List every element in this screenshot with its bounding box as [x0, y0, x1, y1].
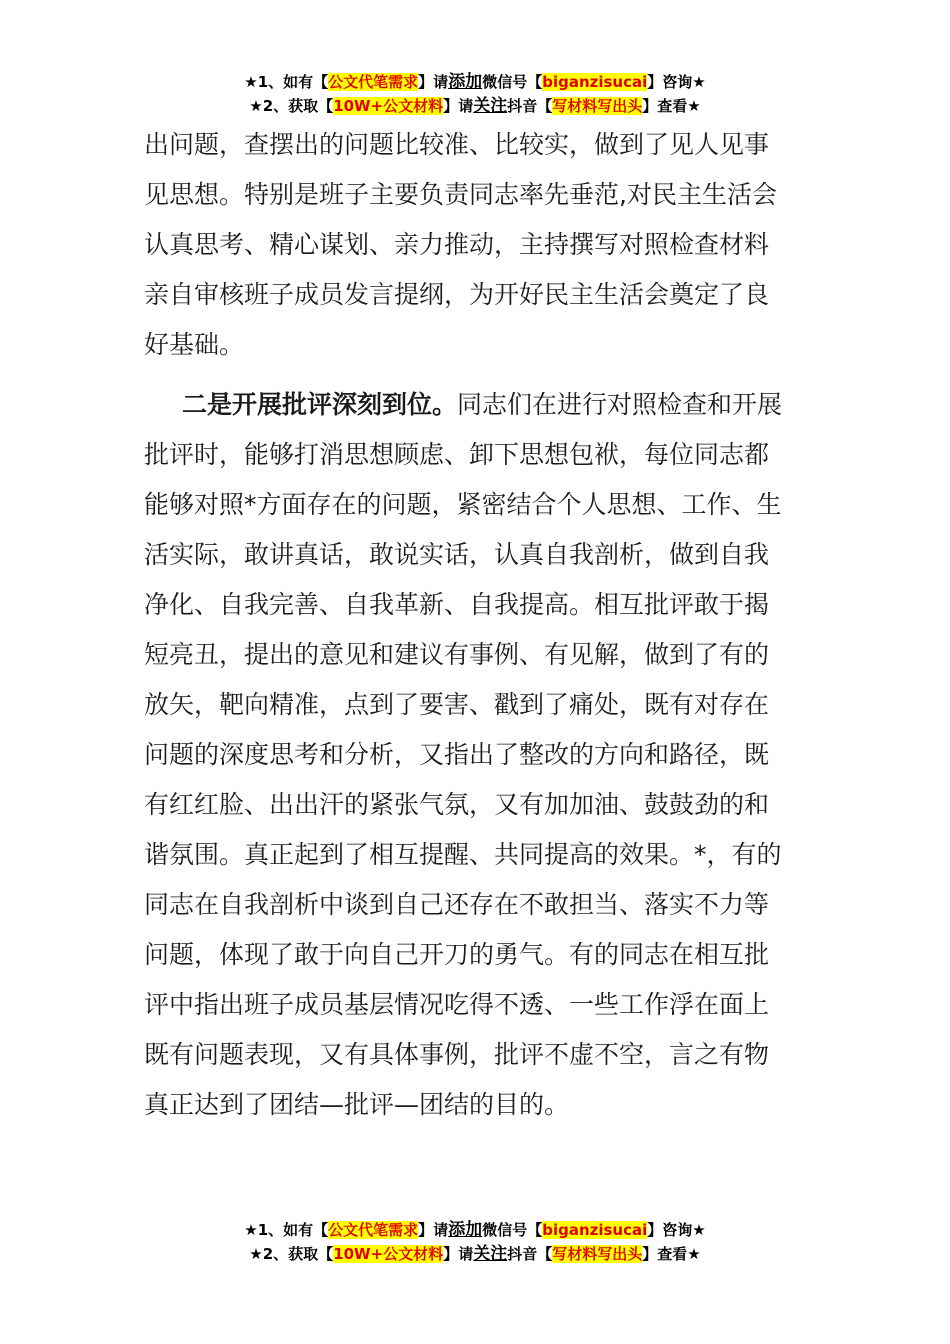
paragraph-2 — [144, 380, 814, 1130]
banner-line-1 — [0, 1218, 950, 1242]
banner-text: 】请 — [443, 97, 474, 115]
highlight-service: 公文代笔需求 — [328, 73, 419, 91]
highlight-materials: 10W+公文材料 — [333, 97, 444, 115]
banner-line-1 — [0, 70, 950, 94]
highlight-wechat-id: biganzisucai — [542, 73, 648, 91]
banner-text: 抖音【 — [507, 1245, 553, 1263]
banner-text: ★1、如有【 — [244, 73, 329, 91]
underlined-text: 添加 — [448, 1220, 483, 1240]
banner-text: 抖音【 — [507, 97, 553, 115]
text-run: 同志们在进行对照检查和开展 — [457, 390, 783, 419]
banner-line-2 — [0, 94, 950, 118]
banner-text: 微信号【 — [482, 1221, 543, 1239]
underlined-text: 关注 — [473, 96, 508, 116]
banner-line-2 — [0, 1242, 950, 1266]
text-line: 同志在自我剖析中谈到自己还存在不敢担当、落实不力等 — [144, 890, 770, 919]
banner-text: ★2、获取【 — [249, 97, 334, 115]
header-banner — [0, 70, 950, 118]
text-line: 好基础。 — [144, 330, 245, 359]
highlight-materials: 10W+公文材料 — [333, 1245, 444, 1263]
banner-text: 】咨询★ — [647, 1221, 706, 1239]
highlight-douyin: 写材料写出头 — [552, 1245, 643, 1263]
text-line: 问题，体现了敢于向自己开刀的勇气。有的同志在相互批 — [144, 940, 770, 969]
banner-text: 】咨询★ — [647, 73, 706, 91]
text-line: 问题的深度思考和分析，又指出了整改的方向和路径，既 — [144, 740, 770, 769]
text-line: 认真思考、精心谋划、亲力推动，主持撰写对照检查材料 — [144, 230, 770, 259]
banner-text: ★1、如有【 — [244, 1221, 329, 1239]
text-line: 评中指出班子成员基层情况吃得不透、一些工作浮在面上 — [144, 990, 770, 1019]
highlight-douyin: 写材料写出头 — [552, 97, 643, 115]
banner-text: 】查看★ — [642, 1245, 701, 1263]
text-line: 批评时，能够打消思想顾虑、卸下思想包袱，每位同志都 — [144, 440, 770, 469]
underlined-text: 添加 — [448, 72, 483, 92]
banner-text: 】请 — [443, 1245, 474, 1263]
banner-text: 】请 — [418, 73, 449, 91]
section-lead: 二是开展批评深刻到位。 — [182, 390, 458, 419]
text-line: 真正达到了团结—批评—团结的目的。 — [144, 1090, 570, 1119]
underlined-text: 关注 — [473, 1244, 508, 1264]
text-line: 谐氛围。真正起到了相互提醒、共同提高的效果。*，有的 — [144, 840, 782, 869]
banner-text: 微信号【 — [482, 73, 543, 91]
highlight-service: 公文代笔需求 — [328, 1221, 419, 1239]
text-line: 出问题，查摆出的问题比较准、比较实，做到了见人见事 — [144, 130, 770, 159]
text-line: 放矢，靶向精准，点到了要害、戳到了痛处，既有对存在 — [144, 690, 770, 719]
banner-text: 】请 — [418, 1221, 449, 1239]
text-line: 亲自审核班子成员发言提纲，为开好民主生活会奠定了良 — [144, 280, 770, 309]
banner-text: ★2、获取【 — [249, 1245, 334, 1263]
text-line: 有红红脸、出出汗的紧张气氛，又有加加油、鼓鼓劲的和 — [144, 790, 770, 819]
text-line: 见思想。特别是班子主要负责同志率先垂范,对民主生活会 — [144, 180, 777, 209]
text-line: 既有问题表现，又有具体事例，批评不虚不空，言之有物 — [144, 1040, 770, 1069]
text-line — [144, 380, 814, 430]
document-body — [144, 120, 814, 1130]
text-line: 活实际，敢讲真话，敢说实话，认真自我剖析，做到自我 — [144, 540, 770, 569]
text-line: 短亮丑，提出的意见和建议有事例、有见解，做到了有的 — [144, 640, 770, 669]
text-line: 净化、自我完善、自我革新、自我提高。相互批评敢于揭 — [144, 590, 770, 619]
text-line: 能够对照*方面存在的问题，紧密结合个人思想、工作、生 — [144, 490, 782, 519]
paragraph-1 — [144, 120, 814, 370]
banner-text: 】查看★ — [642, 97, 701, 115]
footer-banner — [0, 1218, 950, 1266]
highlight-wechat-id: biganzisucai — [542, 1221, 648, 1239]
